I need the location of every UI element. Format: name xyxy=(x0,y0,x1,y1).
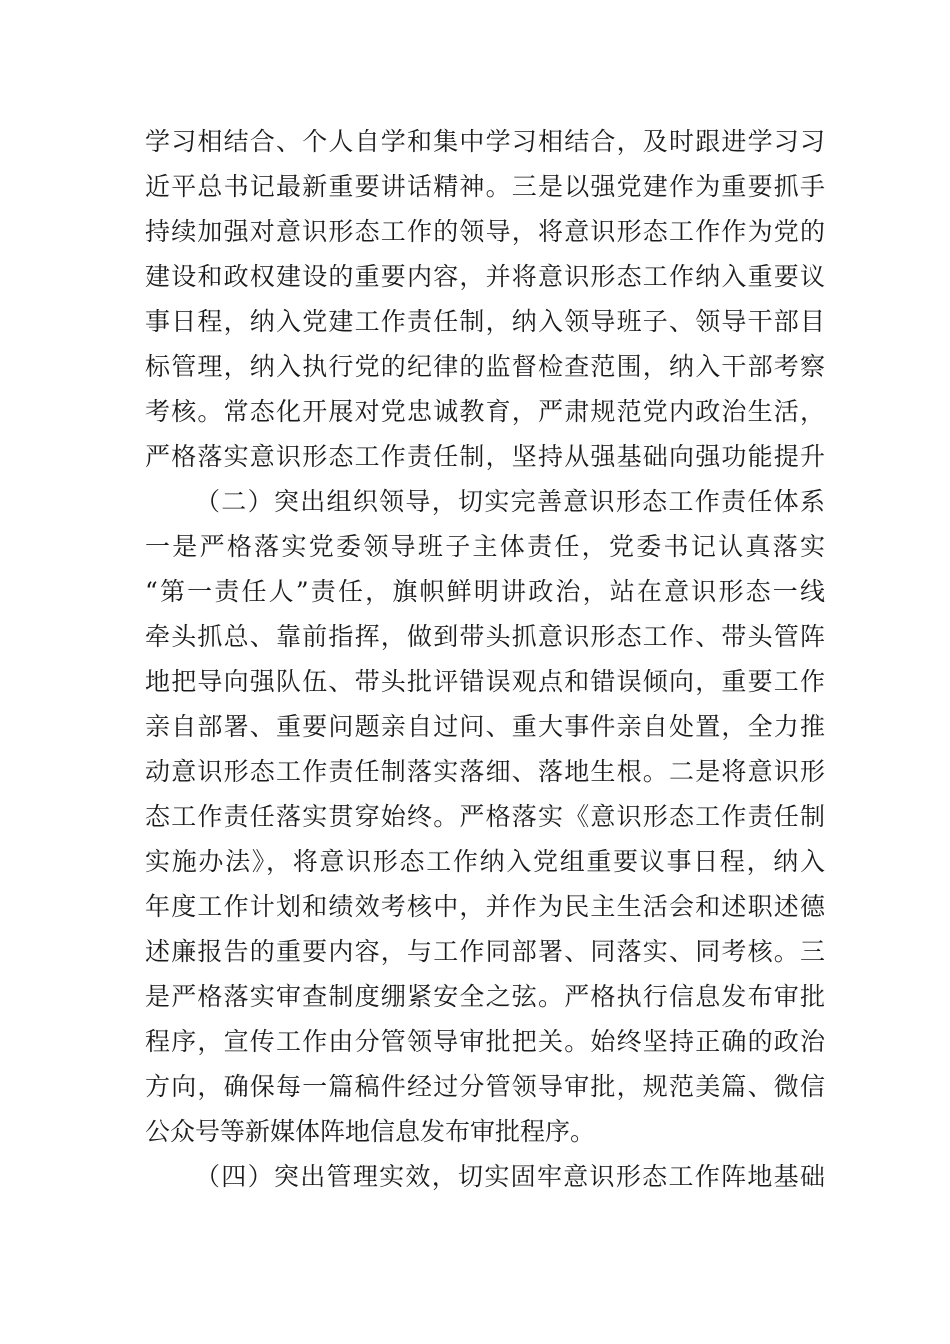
text-line: 严格落实意识形态工作责任制，坚持从强基础向强功能提升 xyxy=(145,442,825,471)
text-line: 方向，确保每一篇稿件经过分管领导审批，规范美篇、微信 xyxy=(145,1072,825,1101)
text-line: 地把导向强队伍、带头批评错误观点和错误倾向，重要工作 xyxy=(145,667,825,696)
text-line: 一是严格落实党委领导班子主体责任，党委书记认真落实 xyxy=(145,532,825,561)
text-line: 是严格落实审查制度绷紧安全之弦。严格执行信息发布审批 xyxy=(145,982,825,1011)
text-line: 持续加强对意识形态工作的领导，将意识形态工作作为党的 xyxy=(145,217,825,246)
text-line: 程序，宣传工作由分管领导审批把关。始终坚持正确的政治 xyxy=(145,1027,825,1056)
section-heading: （二）突出组织领导，切实完善意识形态工作责任体系 xyxy=(195,487,825,516)
text-line: 学习相结合、个人自学和集中学习相结合，及时跟进学习习 xyxy=(145,127,825,156)
text-line: 态工作责任落实贯穿始终。严格落实《意识形态工作责任制 xyxy=(145,802,825,831)
text-line: 事日程，纳入党建工作责任制，纳入领导班子、领导干部目 xyxy=(145,307,825,336)
section-heading: （四）突出管理实效，切实固牢意识形态工作阵地基础 xyxy=(195,1162,825,1191)
text-line: 建设和政权建设的重要内容，并将意识形态工作纳入重要议 xyxy=(145,262,825,291)
text-line: 公众号等新媒体阵地信息发布审批程序。 xyxy=(145,1117,596,1146)
text-line: 实施办法》，将意识形态工作纳入党组重要议事日程，纳入 xyxy=(145,847,825,876)
text-line: 亲自部署、重要问题亲自过问、重大事件亲自处置，全力推 xyxy=(145,712,825,741)
text-line: 牵头抓总、靠前指挥，做到带头抓意识形态工作、带头管阵 xyxy=(145,622,825,651)
text-line: 动意识形态工作责任制落实落细、落地生根。二是将意识形 xyxy=(145,757,825,786)
text-line: 标管理，纳入执行党的纪律的监督检查范围，纳入干部考察 xyxy=(145,352,825,381)
text-line: “第一责任人”责任，旗帜鲜明讲政治，站在意识形态一线 xyxy=(145,577,825,606)
text-line: 近平总书记最新重要讲话精神。三是以强党建作为重要抓手 xyxy=(145,172,825,201)
text-line: 考核。常态化开展对党忠诚教育，严肃规范党内政治生活， xyxy=(145,397,825,426)
text-line: 年度工作计划和绩效考核中，并作为民主生活会和述职述德 xyxy=(145,892,825,921)
text-line: 述廉报告的重要内容，与工作同部署、同落实、同考核。三 xyxy=(145,937,825,966)
